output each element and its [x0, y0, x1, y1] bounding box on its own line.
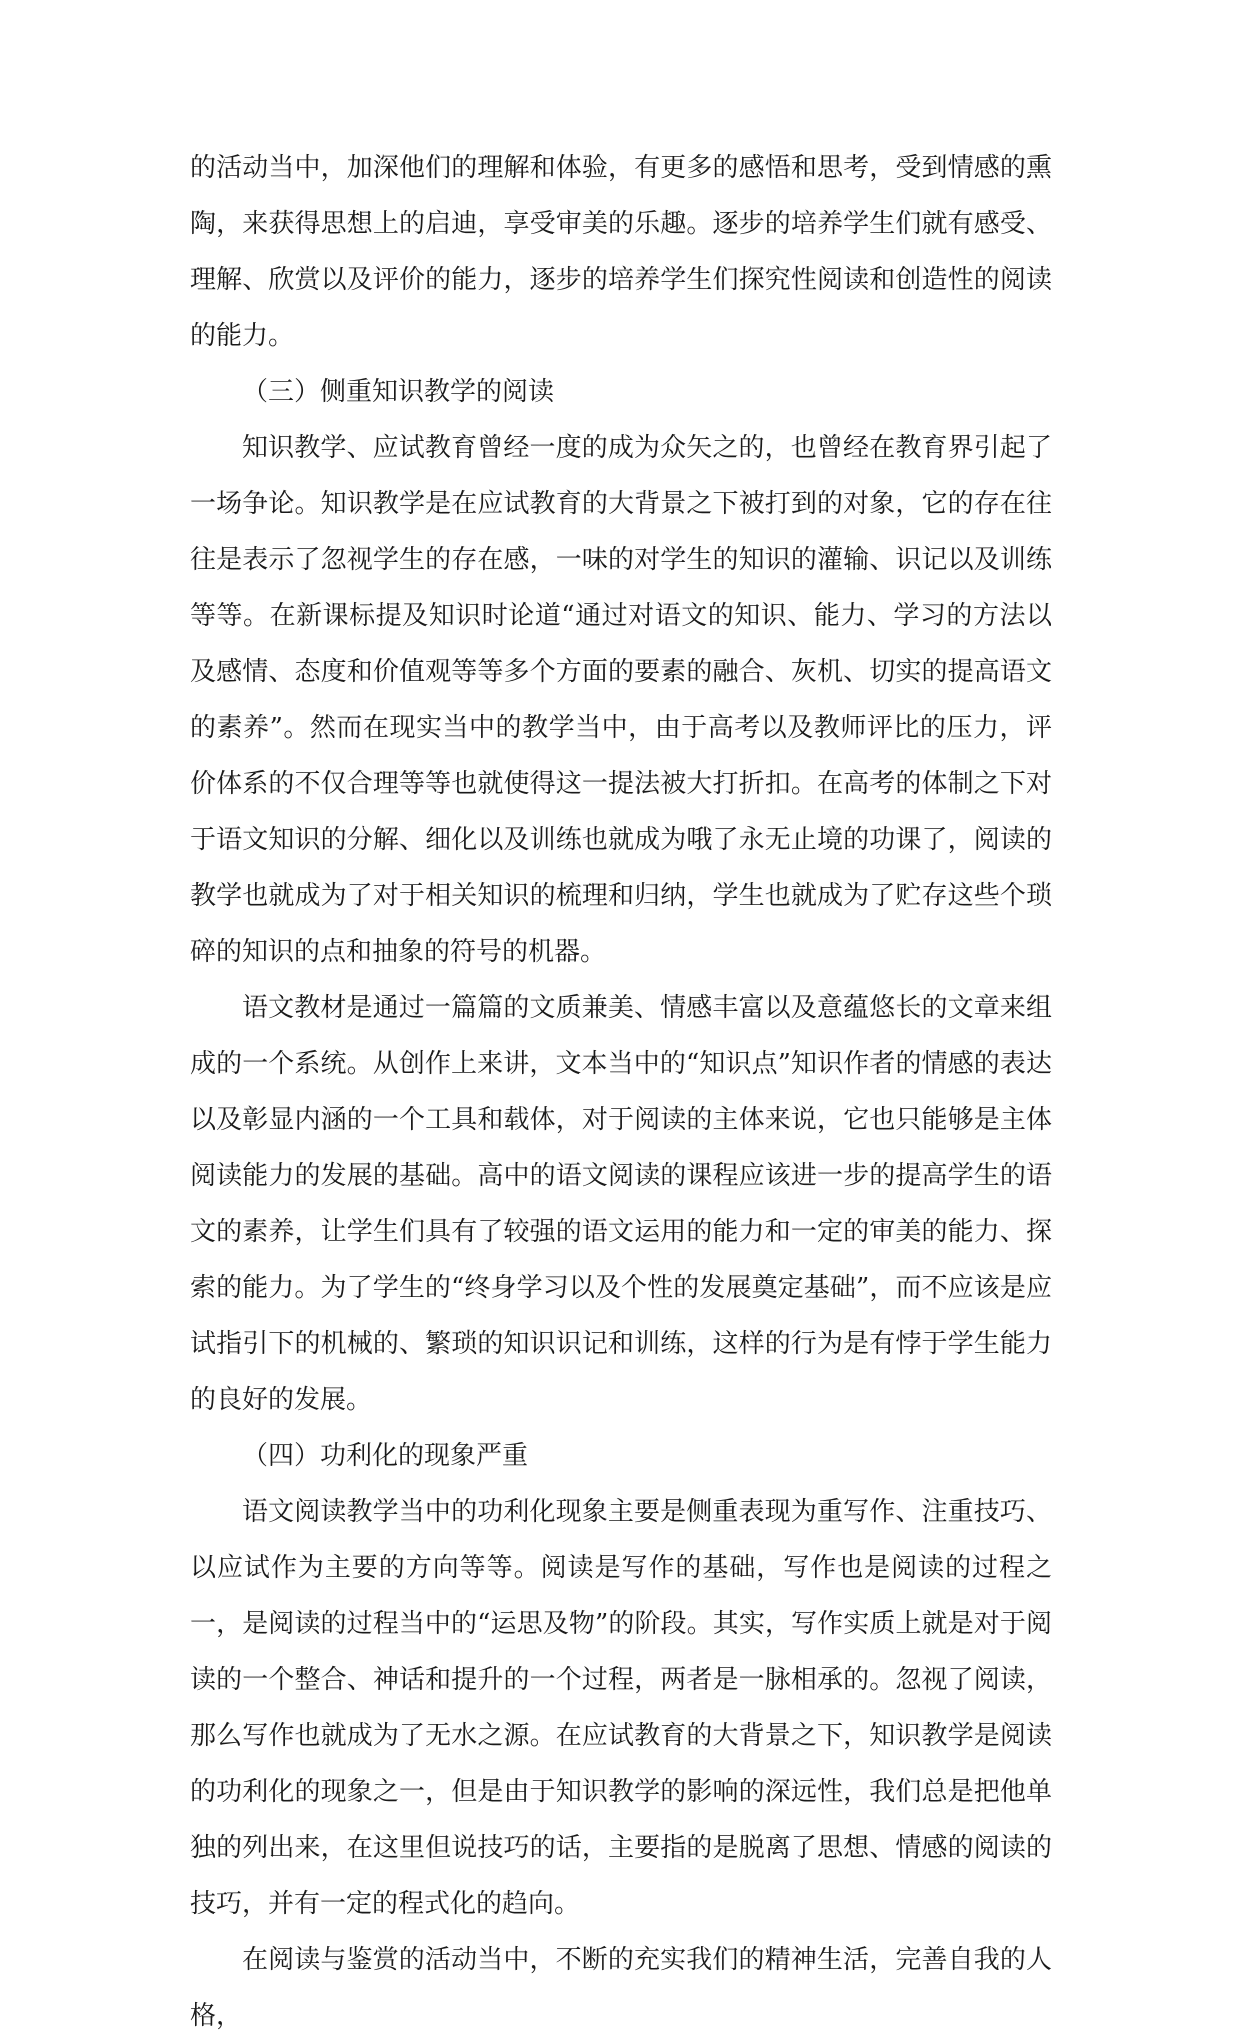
paragraph-knowledge-teaching: 知识教学、应试教育曾经一度的成为众矢之的，也曾经在教育界引起了一场争论。知识教学是在应试教育的大背景之下被打到的对象，它的存在往往是表示了忽视学生的存在感，一味的对学生的知识的灌输、识记以及训练等等。在新课标提及知识时论道“通过对语文的知识、能力、学习的方法以及感情、态度和价值观等等多个方面的要素的融合、灰机、切实的提高语文的素养”。然而在现实当中的教学当中，由于高考以及教师评比的压力，评价体系的不仅合理等等也就使得这一提法被大打折扣。在高考的体制之下对于语文知识的分解、细化以及训练也就成为哦了永无止境的功课了，阅读的教学也就成为了对于相关知识的梳理和归纳，学生也就成为了贮存这些个琐碎的知识的点和抽象的符号的机器。 — [190, 433, 1052, 967]
paragraph-textbook: 语文教材是通过一篇篇的文质兼美、情感丰富以及意蕴悠长的文章来组成的一个系统。从创作上来讲，文本当中的“知识点”知识作者的情感的表达以及彰显内涵的一个工具和载体，对于阅读的主体来说，它也只能够是主体阅读能力的发展的基础。高中的语文阅读的课程应该进一步的提高学生的语文的素养，让学生们具有了较强的语文运用的能力和一定的审美的能力、探索的能力。为了学生的“终身学习以及个性的发展奠定基础”，而不应该是应试指引下的机械的、繁琐的知识识记和训练，这样的行为是有悖于学生能力的良好的发展。 — [190, 993, 1052, 1415]
paragraph-utilitarian: 语文阅读教学当中的功利化现象主要是侧重表现为重写作、注重技巧、以应试作为主要的方向等等。阅读是写作的基础，写作也是阅读的过程之一，是阅读的过程当中的“运思及物”的阶段。其实，写作实质上就是对于阅读的一个整合、神话和提升的一个过程，两者是一脉相承的。忽视了阅读，那么写作也就成为了无水之源。在应试教育的大背景之下，知识教学是阅读的功利化的现象之一，但是由于知识教学的影响的深远性，我们总是把他单独的列出来，在这里但说技巧的话，主要指的是脱离了思想、情感的阅读的技巧，并有一定的程式化的趋向。 — [190, 1497, 1052, 1919]
paragraph-continued: 的活动当中，加深他们的理解和体验，有更多的感悟和思考，受到情感的熏陶，来获得思想上的启迪，享受审美的乐趣。逐步的培养学生们就有感受、理解、欣赏以及评价的能力，逐步的培养学生们探究性阅读和创造性的阅读的能力。 — [190, 153, 1052, 351]
document-body — [190, 140, 1052, 2044]
section-heading-3: （三）侧重知识教学的阅读 — [242, 377, 555, 407]
section-heading-4: （四）功利化的现象严重 — [242, 1441, 529, 1471]
paragraph-final: 在阅读与鉴赏的活动当中，不断的充实我们的精神生活，完善自我的人格， — [190, 1945, 1052, 2031]
